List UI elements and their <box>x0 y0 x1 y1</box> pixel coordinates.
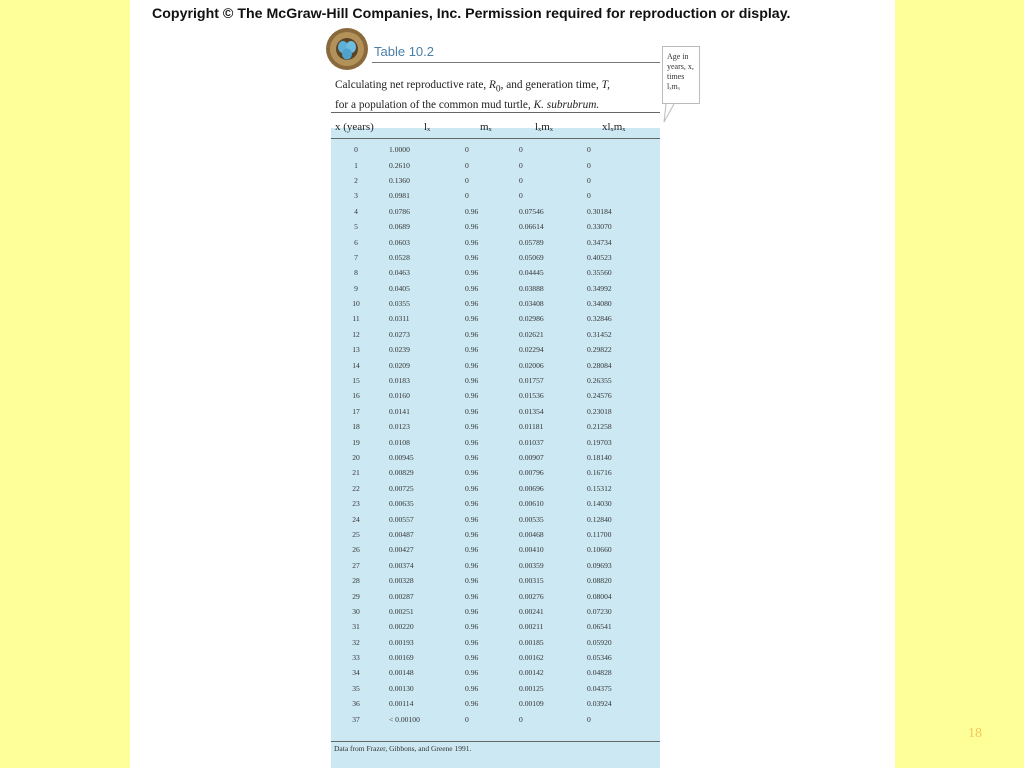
table-row <box>331 635 660 650</box>
table-cell: 0.03888 <box>519 283 544 293</box>
table-cell: 19 <box>352 437 360 447</box>
table-cell: 0.11700 <box>587 529 612 539</box>
footer-rule <box>331 741 660 742</box>
table-row <box>331 711 660 726</box>
table-cell: 0.96 <box>465 345 479 355</box>
table-cell: 0.23018 <box>587 406 612 416</box>
table-cell: 0.01536 <box>519 391 544 401</box>
table-cell: 28 <box>352 576 360 586</box>
table-cell: 0.00487 <box>389 529 414 539</box>
title-divider <box>372 62 660 63</box>
table-cell: 0.00535 <box>519 514 544 524</box>
table-cell: 0 <box>465 175 469 185</box>
table-row <box>331 665 660 680</box>
table-cell: 0.06541 <box>587 622 612 632</box>
table-cell: 0.16716 <box>587 468 612 478</box>
table-caption <box>335 77 665 113</box>
table-cell: 20 <box>352 453 360 462</box>
table-row <box>331 188 660 203</box>
table-cell: 0.96 <box>465 391 479 401</box>
table-cell: 27 <box>352 560 360 570</box>
table-row <box>331 696 660 711</box>
table-cell: 0.96 <box>465 406 479 416</box>
table-cell: 0.0209 <box>389 360 410 370</box>
table-cell: 0.01354 <box>519 406 544 416</box>
table-row <box>331 265 660 280</box>
table-cell: 37 <box>352 714 360 724</box>
table-row <box>331 681 660 696</box>
table-cell: 0.00162 <box>519 653 544 663</box>
table-cell: 0 <box>587 191 591 201</box>
table-cell: 0.00114 <box>389 699 414 709</box>
table-cell: 0.0160 <box>389 391 410 401</box>
table-cell: 0.24576 <box>587 391 612 401</box>
table-cell: 0.00557 <box>389 514 414 524</box>
table-cell: 0.34992 <box>587 283 612 293</box>
table-cell: 8 <box>354 268 358 278</box>
column-header-lxmx: lₓmₓ <box>535 121 553 133</box>
table-cell: 10 <box>352 299 360 309</box>
table-cell: 34 <box>352 668 360 678</box>
table-cell: 21 <box>352 468 360 478</box>
table-cell: 0.96 <box>465 576 479 586</box>
table-cell: 0.05346 <box>587 653 612 663</box>
table-cell: 0.0183 <box>389 376 410 386</box>
table-cell: 15 <box>352 376 360 386</box>
table-cell: 0.01037 <box>519 437 544 447</box>
table-cell: 0.00211 <box>519 622 544 632</box>
table-cell: 0.02986 <box>519 314 544 324</box>
table-cell: 0.00328 <box>389 576 414 586</box>
table-cell: 0.05069 <box>519 252 544 262</box>
table-cell: 0.96 <box>465 545 479 555</box>
table-row <box>331 604 660 619</box>
bird-nest-eggs-icon <box>324 26 370 72</box>
table-cell: 0.31452 <box>587 329 612 339</box>
table-cell: 0.02294 <box>519 345 544 355</box>
table-cell: 0.96 <box>465 437 479 447</box>
table-cell: 0 <box>354 145 358 155</box>
table-cell: 0.04445 <box>519 268 544 278</box>
callout-pointer <box>660 104 680 124</box>
table-cell: 36 <box>352 699 360 709</box>
table-cell: 29 <box>352 591 360 601</box>
table-cell: 0.00276 <box>519 591 544 601</box>
table-cell: 0.96 <box>465 376 479 386</box>
table-cell: 17 <box>352 406 360 416</box>
table-cell: 0.00148 <box>389 668 414 678</box>
table-cell: 35 <box>352 683 360 693</box>
table-cell: 0.96 <box>465 499 479 509</box>
table-cell: 0.00287 <box>389 591 414 601</box>
table-row <box>331 373 660 388</box>
caption-part: , and generation time, <box>500 79 602 91</box>
table-cell: 0.96 <box>465 314 479 324</box>
table-cell: 3 <box>354 191 358 201</box>
table-cell: 0.00374 <box>389 560 414 570</box>
table-cell: 0.96 <box>465 529 479 539</box>
table-cell: 1.0000 <box>389 145 410 155</box>
table-row <box>331 281 660 296</box>
table-cell: 0 <box>519 191 523 201</box>
table-cell: 0.00829 <box>389 468 414 478</box>
table-row <box>331 234 660 249</box>
table-cell: 0.35560 <box>587 268 612 278</box>
table-cell: 18 <box>352 422 360 432</box>
table-cell: 0.0311 <box>389 314 410 324</box>
table-cell: 0.96 <box>465 222 479 232</box>
table-cell: 16 <box>352 391 360 401</box>
table-cell: 0.19703 <box>587 437 612 447</box>
table-cell: 0.33070 <box>587 222 612 232</box>
caption-t: T, <box>601 79 610 91</box>
table-cell: 0.96 <box>465 252 479 262</box>
table-cell: 0 <box>465 191 469 201</box>
table-cell: 0.0123 <box>389 422 410 432</box>
column-header-lx: lₓ <box>424 121 431 133</box>
table-cell: 0.0528 <box>389 252 410 262</box>
table-cell: 0.08004 <box>587 591 612 601</box>
table-cell: 0.02621 <box>519 329 544 339</box>
table-row <box>331 157 660 172</box>
table-cell: 0.26355 <box>587 376 612 386</box>
table-cell: 2 <box>354 175 358 185</box>
table-cell: 0.96 <box>465 622 479 632</box>
table-cell: 0.96 <box>465 299 479 309</box>
table-row <box>331 465 660 480</box>
table-cell: 14 <box>352 360 360 370</box>
table-cell: 33 <box>352 653 360 663</box>
table-cell: 30 <box>352 606 360 616</box>
table-cell: 0 <box>519 175 523 185</box>
table-cell: 0.02006 <box>519 360 544 370</box>
table-cell: 0.00410 <box>519 545 544 555</box>
table-row <box>331 173 660 188</box>
table-row <box>331 204 660 219</box>
table-cell: 24 <box>352 514 360 524</box>
table-cell: 0.00130 <box>389 683 414 693</box>
header-rule-bottom <box>331 138 660 139</box>
table-cell: 0.40523 <box>587 252 612 262</box>
table-cell: 0.12840 <box>587 514 612 524</box>
table-cell: 0.01181 <box>519 422 544 432</box>
table-cell: 23 <box>352 499 360 509</box>
table-cell: 0.0239 <box>389 345 410 355</box>
table-cell: 0.07546 <box>519 206 544 216</box>
table-number: Table 10.2 <box>374 44 434 59</box>
table-cell: 0.00696 <box>519 483 544 493</box>
caption-species: K. subrubrum. <box>533 99 600 112</box>
table-cell: 0.00241 <box>519 606 544 616</box>
table-cell: 0.06614 <box>519 222 544 232</box>
table-cell: 0.28084 <box>587 360 612 370</box>
table-cell: 0.96 <box>465 668 479 678</box>
table-cell: 0.0108 <box>389 437 410 447</box>
table-row <box>331 588 660 603</box>
table-cell: 0.05920 <box>587 637 612 647</box>
table-cell: 0.30184 <box>587 206 612 216</box>
table-cell: 0.00185 <box>519 637 544 647</box>
table-cell: 0.01757 <box>519 376 544 386</box>
table-cell: 0.04828 <box>587 668 612 678</box>
table-cell: 0 <box>519 714 523 724</box>
table-cell: 0.34734 <box>587 237 612 247</box>
table-cell: 0.96 <box>465 699 479 709</box>
table-cell: 0 <box>587 160 591 170</box>
header-rule-top <box>331 112 660 113</box>
table-cell: 0.96 <box>465 606 479 616</box>
copyright-notice: Copyright © The McGraw-Hill Companies, Inc. Permission required for reproduction or display. <box>152 6 791 22</box>
table-cell: 0.21258 <box>587 422 612 432</box>
source-note: Data from Frazer, Gibbons, and Greene 1991. <box>334 744 472 753</box>
caption-part: Calculating net reproductive rate, <box>335 79 490 91</box>
table-cell: 0.0141 <box>389 406 410 416</box>
table-cell: 0.00109 <box>519 699 544 709</box>
table-cell: 0.32846 <box>587 314 612 324</box>
table-cell: 0.0405 <box>389 283 410 293</box>
table-row <box>331 250 660 265</box>
column-callout: Age in years, x, times lₓmₓ <box>662 46 700 104</box>
column-header-mx: mₓ <box>480 121 492 133</box>
table-cell: 0.96 <box>465 268 479 278</box>
caption-r0-subscript: 0 <box>495 84 501 95</box>
table-cell: 0.00251 <box>389 606 414 616</box>
table-cell: 0.96 <box>465 591 479 601</box>
table-cell: 0.96 <box>465 360 479 370</box>
table-row <box>331 450 660 465</box>
table-cell: 0.05789 <box>519 237 544 247</box>
table-cell: 0.00635 <box>389 499 414 509</box>
table-row <box>331 511 660 526</box>
table-row <box>331 496 660 511</box>
table-cell: 0.96 <box>465 422 479 432</box>
table-cell: 0.00125 <box>519 683 544 693</box>
table-cell: 0.00142 <box>519 668 544 678</box>
table-row <box>331 542 660 557</box>
table-cell: 12 <box>352 329 360 339</box>
table-cell: 0.2610 <box>389 160 410 170</box>
table-cell: 0 <box>465 145 469 155</box>
slide-number: 18 <box>968 726 982 741</box>
table-cell: 0 <box>519 160 523 170</box>
table-cell: 0.0786 <box>389 206 410 216</box>
table-cell: 0.0273 <box>389 329 410 339</box>
table-row <box>331 650 660 665</box>
table-cell: 0.96 <box>465 560 479 570</box>
table-row <box>331 311 660 326</box>
table-row <box>331 558 660 573</box>
caption-part: for a population of the common mud turtle, <box>335 99 534 112</box>
table-cell: 0 <box>587 145 591 155</box>
table-cell: < 0.00100 <box>389 714 420 724</box>
table-cell: 0.0355 <box>389 299 410 309</box>
table-cell: 0 <box>465 160 469 170</box>
table-row <box>331 388 660 403</box>
table-cell: 0.96 <box>465 206 479 216</box>
table-cell: 0.96 <box>465 483 479 493</box>
table-cell: 0.00796 <box>519 468 544 478</box>
table-cell: 4 <box>354 206 358 216</box>
table-cell: 0.34080 <box>587 299 612 309</box>
table-body <box>331 142 660 727</box>
table-cell: 0.96 <box>465 283 479 293</box>
table-cell: 26 <box>352 545 360 555</box>
table-cell: 31 <box>352 622 360 632</box>
table-row <box>331 527 660 542</box>
table-row <box>331 573 660 588</box>
table-cell: 0.00610 <box>519 499 544 509</box>
table-cell: 9 <box>354 283 358 293</box>
table-cell: 0.00315 <box>519 576 544 586</box>
table-cell: 11 <box>352 314 360 324</box>
table-cell: 0.08820 <box>587 576 612 586</box>
life-table <box>331 142 660 727</box>
column-header-xlxmx: xlₓmₓ <box>602 121 626 133</box>
table-row <box>331 419 660 434</box>
table-cell: 0.07230 <box>587 606 612 616</box>
table-row <box>331 357 660 372</box>
table-cell: 0.00169 <box>389 653 414 663</box>
table-cell: 25 <box>352 529 360 539</box>
table-cell: 0.04375 <box>587 683 612 693</box>
table-cell: 0.96 <box>465 329 479 339</box>
table-cell: 0.00945 <box>389 453 414 462</box>
table-row <box>331 142 660 157</box>
table-cell: 0.03408 <box>519 299 544 309</box>
table-cell: 22 <box>352 483 360 493</box>
table-cell: 0.0603 <box>389 237 410 247</box>
table-cell: 7 <box>354 252 358 262</box>
table-cell: 0.14030 <box>587 499 612 509</box>
table-cell: 0.0981 <box>389 191 410 201</box>
table-cell: 0.96 <box>465 514 479 524</box>
table-cell: 0.1360 <box>389 175 410 185</box>
table-cell: 0.96 <box>465 453 479 462</box>
table-cell: 0.00907 <box>519 453 544 462</box>
table-row <box>331 404 660 419</box>
table-cell: 0.96 <box>465 653 479 663</box>
table-cell: 0.00468 <box>519 529 544 539</box>
table-row <box>331 342 660 357</box>
table-cell: 0.03924 <box>587 699 612 709</box>
table-cell: 0.96 <box>465 637 479 647</box>
table-row <box>331 327 660 342</box>
table-cell: 0.96 <box>465 468 479 478</box>
table-cell: 0.0463 <box>389 268 410 278</box>
table-row <box>331 296 660 311</box>
table-row <box>331 434 660 449</box>
table-row <box>331 619 660 634</box>
table-cell: 0 <box>465 714 469 724</box>
table-cell: 5 <box>354 222 358 232</box>
table-row <box>331 219 660 234</box>
table-cell: 0.96 <box>465 683 479 693</box>
table-cell: 0.00193 <box>389 637 414 647</box>
caption-r0: R <box>489 79 496 91</box>
table-cell: 0.00220 <box>389 622 414 632</box>
table-cell: 0 <box>519 145 523 155</box>
table-cell: 0 <box>587 714 591 724</box>
table-row <box>331 481 660 496</box>
table-cell: 0.29822 <box>587 345 612 355</box>
table-cell: 13 <box>352 345 360 355</box>
table-cell: 0.96 <box>465 237 479 247</box>
table-cell: 0.00427 <box>389 545 414 555</box>
table-cell: 0.0689 <box>389 222 410 232</box>
table-cell: 0.00725 <box>389 483 414 493</box>
column-header-x: x (years) <box>335 121 374 133</box>
table-cell: 0 <box>587 175 591 185</box>
table-cell: 0.18140 <box>587 453 612 462</box>
table-cell: 0.15312 <box>587 483 612 493</box>
table-cell: 0.09693 <box>587 560 612 570</box>
table-cell: 0.10660 <box>587 545 612 555</box>
table-cell: 32 <box>352 637 360 647</box>
table-cell: 0.00359 <box>519 560 544 570</box>
table-cell: 6 <box>354 237 358 247</box>
table-cell: 1 <box>354 160 358 170</box>
